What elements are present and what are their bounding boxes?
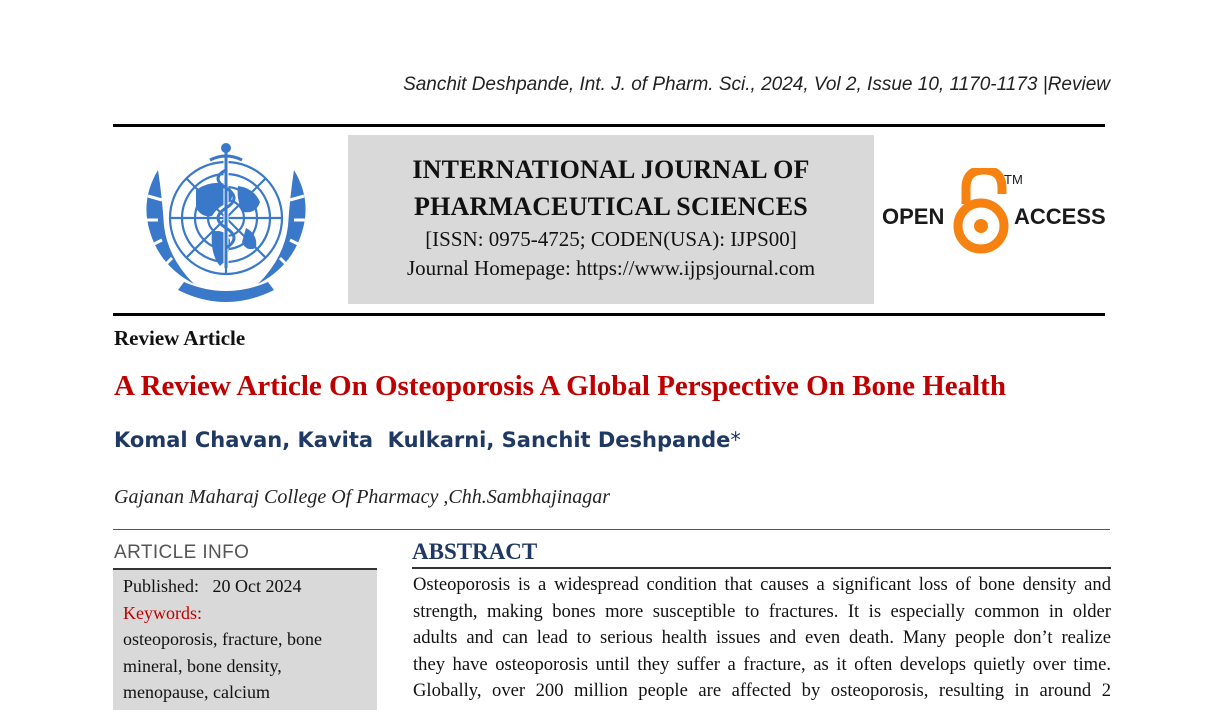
open-access-word-access: ACCESS <box>1014 204 1106 229</box>
open-access-word-open: OPEN <box>882 204 945 229</box>
keywords-line-3: menopause, calcium <box>123 682 270 702</box>
abstract-line-4: they have osteoporosis until they suffer a fracture, as it often develops quietly over time. <box>413 653 1111 675</box>
abstract-underline <box>412 567 1111 569</box>
keywords-line-1: osteoporosis, fracture, bone <box>123 629 322 649</box>
keywords-line-2: mineral, bone density, <box>123 655 282 676</box>
abstract-body <box>413 572 1111 705</box>
open-access-logo <box>880 168 1108 254</box>
running-head: Sanchit Deshpande, Int. J. of Pharm. Sci., 2024, Vol 2, Issue 10, 1170-1173 |Review <box>403 74 1110 95</box>
open-lock-icon <box>958 170 1004 249</box>
author-list <box>114 428 741 452</box>
article-info-heading: ARTICLE INFO <box>114 542 250 563</box>
journal-masthead <box>348 135 874 304</box>
author-names: Komal Chavan, Kavita Kulkarni, Sanchit Deshpande <box>114 428 731 452</box>
trademark-mark: TM <box>1004 172 1023 187</box>
article-type-label: Review Article <box>114 326 246 350</box>
published-row <box>123 573 369 600</box>
corresponding-author-mark: * <box>730 428 741 452</box>
header-bottom-rule <box>113 313 1105 316</box>
section-divider <box>113 529 1110 530</box>
published-label: Published: <box>123 576 200 596</box>
article-title: A Review Article On Osteoporosis A Global Perspective On Bone Health <box>114 370 1006 402</box>
journal-name-line2: PHARMACEUTICAL SCIENCES <box>414 192 808 221</box>
header-top-rule <box>113 124 1105 127</box>
abstract-line-5: Globally, over 200 million people are affected by osteoporosis, resulting in around 2 <box>413 680 1111 701</box>
article-info-box <box>113 570 377 710</box>
journal-emblem-icon <box>128 140 324 304</box>
journal-name-line1: INTERNATIONAL JOURNAL OF <box>412 155 810 184</box>
keywords-label: Keywords: <box>123 602 202 623</box>
abstract-line-1: Osteoporosis is a widespread condition that causes a significant loss of bone density and <box>413 574 1111 595</box>
author-affiliation: Gajanan Maharaj College Of Pharmacy ,Chh.Sambhajinagar <box>114 486 611 508</box>
abstract-heading: ABSTRACT <box>412 539 538 564</box>
abstract-line-2: strength, making bones more susceptible to fractures. It is especially common in older <box>413 600 1111 622</box>
abstract-line-3: adults and can lead to serious health issues and even death. Many people don’t realize <box>413 627 1111 648</box>
published-date: 20 Oct 2024 <box>212 576 302 596</box>
journal-issn: [ISSN: 0975-4725; CODEN(USA): IJPS00] <box>425 227 797 251</box>
journal-homepage-link[interactable]: Journal Homepage: https://www.ijpsjournal.com <box>406 256 816 280</box>
